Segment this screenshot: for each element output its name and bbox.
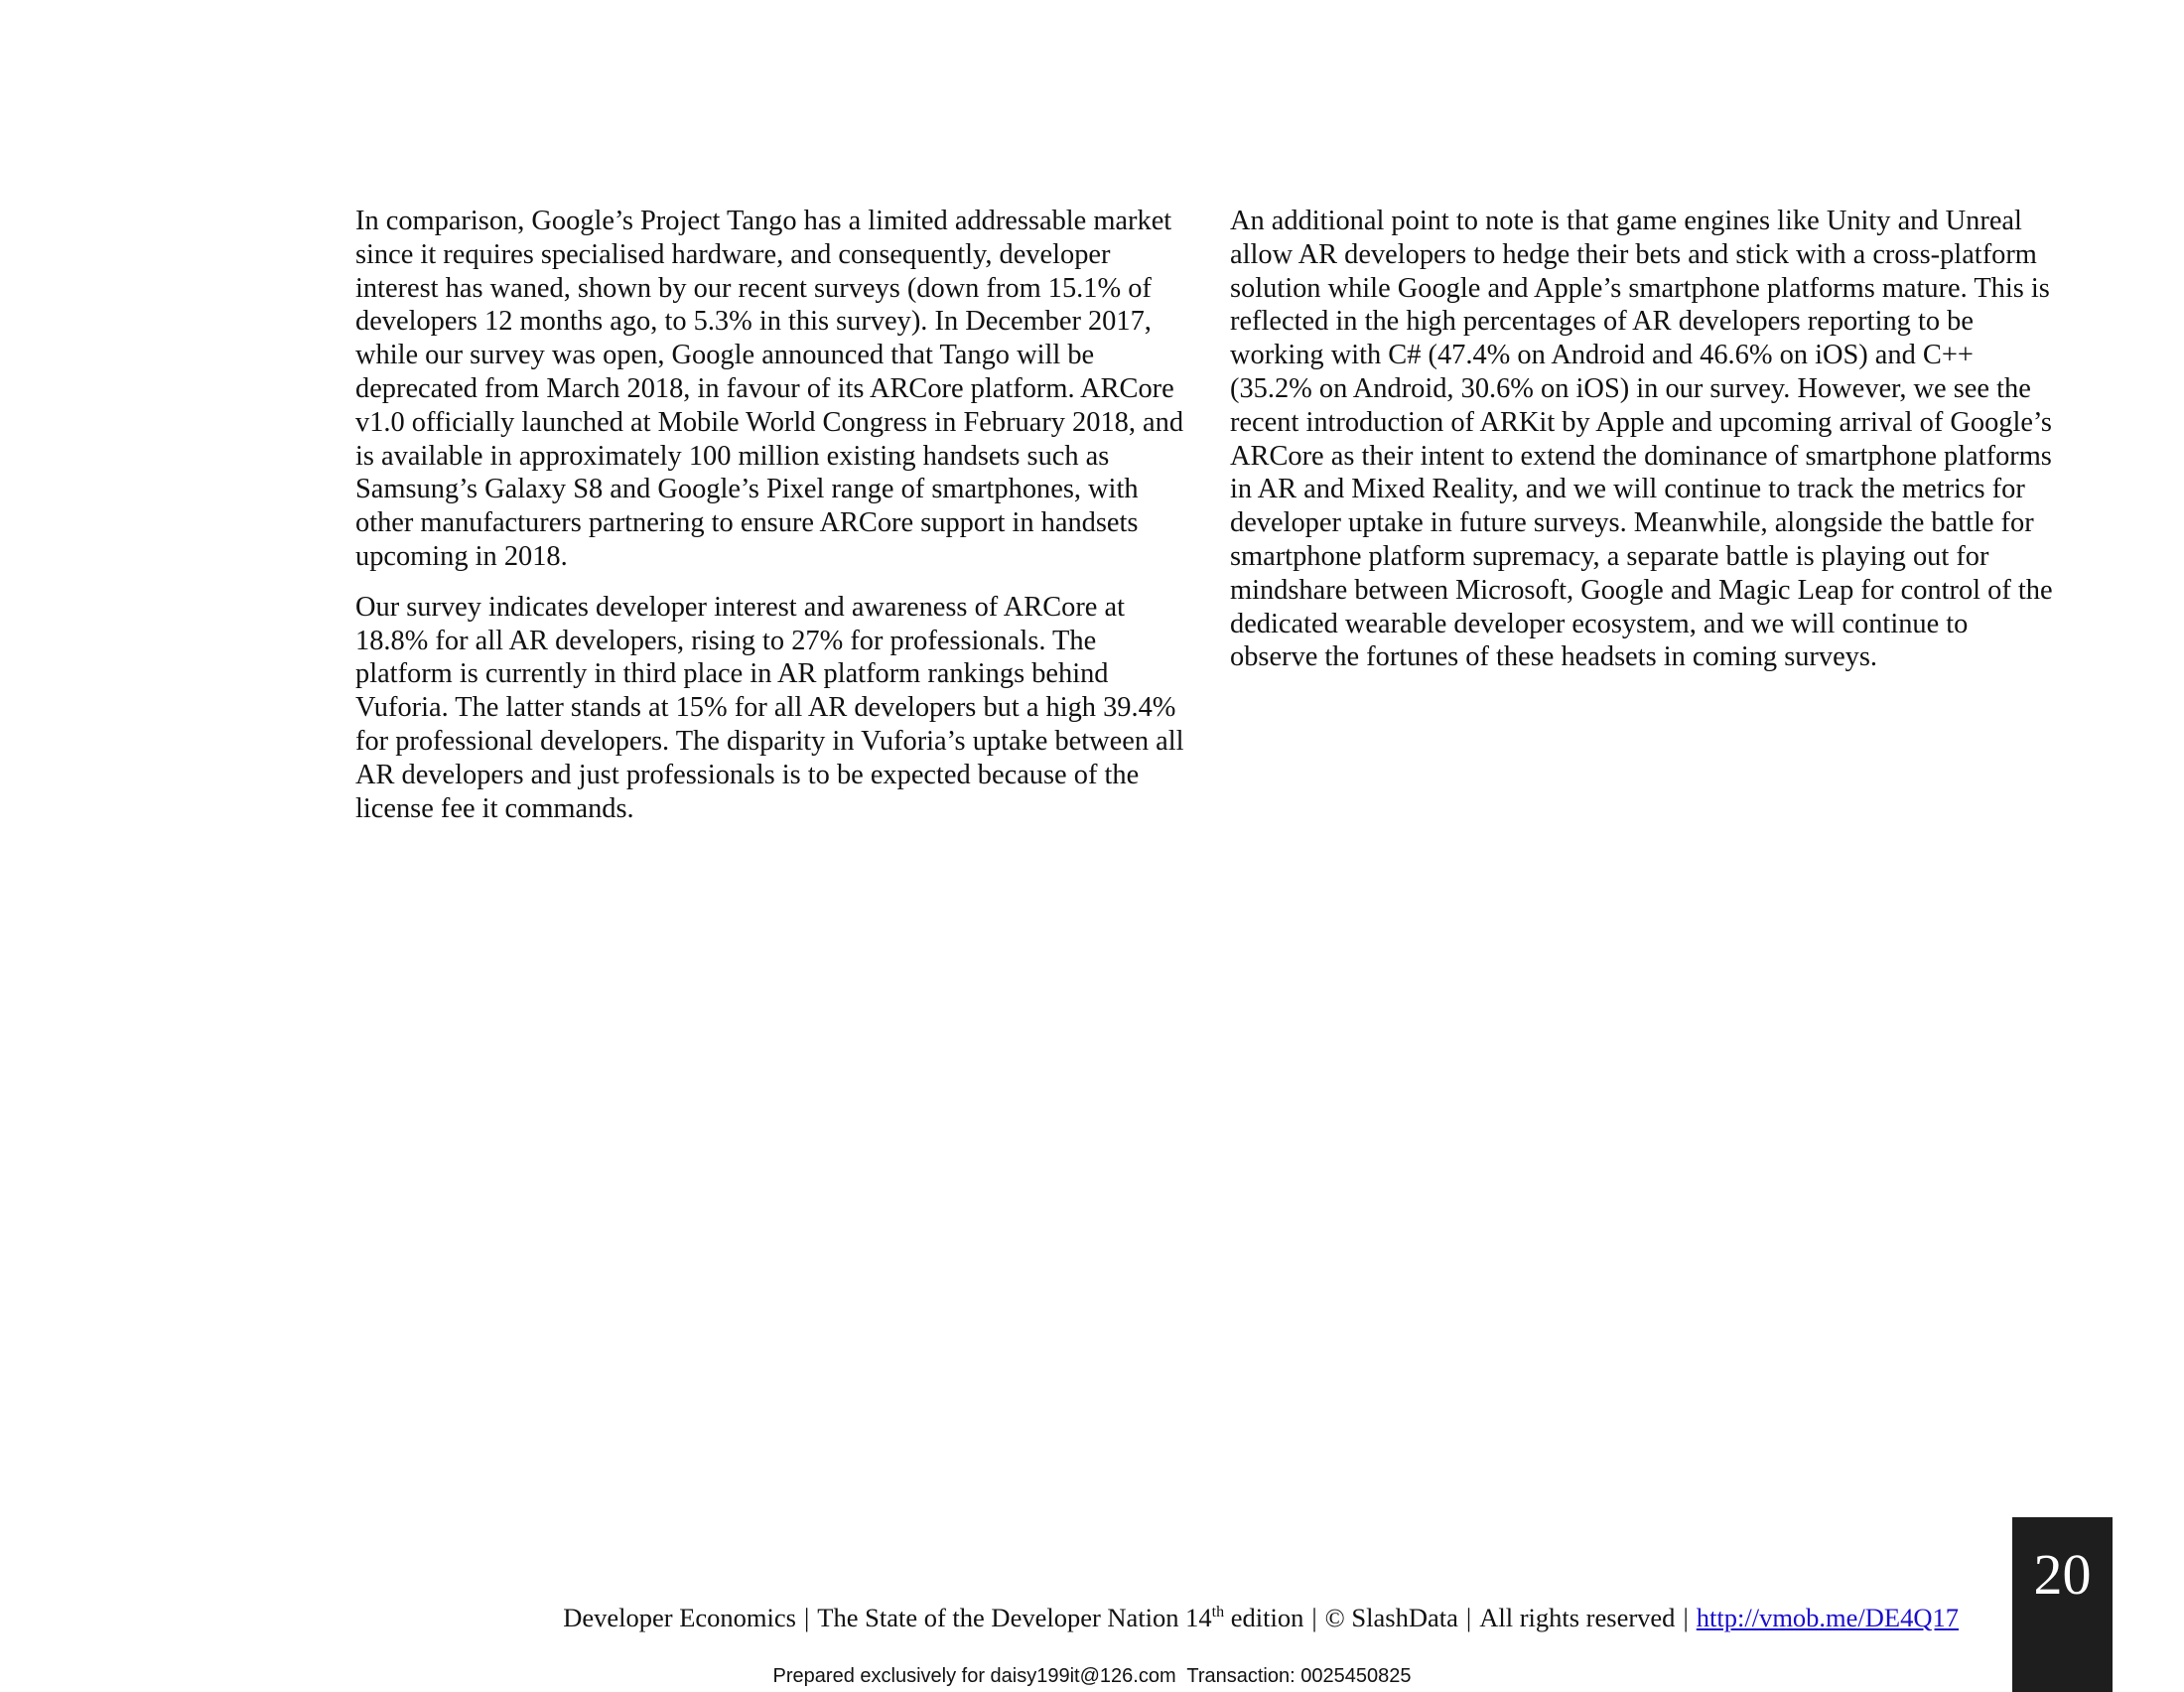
left-text-column (355, 205, 1184, 842)
page-number: 20 (2033, 1542, 2092, 1607)
paragraph-arcore-survey: Our survey indicates developer interest and awareness of ARCore at 18.8% for all AR developers, rising to 27% for professionals. The platform is currently in third place in AR platform rankings behind Vuforia. The latter stands at 15% for all AR developers but a high 39.4% for professional developers. The disparity in Vuforia’s uptake between all AR developers and just professionals is to be expected because of the license fee it commands. (355, 591, 1184, 824)
prepared-for-line: Prepared exclusively for daisy199it@126.com Transaction: 0025450825 (772, 1665, 1412, 1687)
right-text-column (1230, 205, 2059, 691)
footer-copyright: © SlashData (1324, 1603, 1458, 1632)
footer-link[interactable]: http://vmob.me/DE4Q17 (1696, 1603, 1959, 1632)
footer-separator: | (1311, 1603, 1317, 1632)
footer-brand: Developer Economics (563, 1603, 796, 1632)
footer-report-title: The State of the Developer Nation 14th edition (817, 1603, 1304, 1632)
page-footer (0, 1601, 1959, 1634)
footer-separator: | (1683, 1603, 1689, 1632)
footer-separator: | (1465, 1603, 1472, 1632)
footer-rights: All rights reserved (1479, 1603, 1676, 1632)
paragraph-project-tango: In comparison, Google’s Project Tango has a limited addressable market since it requires specialised hardware, and consequently, developer interest has waned, shown by our recent surveys (down from 15.1% of developers 12 months ago, to 5.3% in this survey). In December 2017, while our survey was open, Google announced that Tango will be deprecated from March 2018, in favour of its ARCore platform. ARCore v1.0 officially launched at Mobile World Congress in February 2018, and is available in approximately 100 million existing handsets such as Samsung’s Galaxy S8 and Google’s Pixel range of smartphones, with other manufacturers partnering to ensure ARCore support in handsets upcoming in 2018. (355, 206, 1184, 572)
footer-separator: | (803, 1603, 810, 1632)
paragraph-game-engines: An additional point to note is that game engines like Unity and Unreal allow AR developers to hedge their bets and stick with a cross-platform solution while Google and Apple’s smartphone platforms mature. This is reflected in the high percentages of AR developers reporting to be working with C# (47.4% on Android and 46.6% on iOS) and C++ (35.2% on Android, 30.6% on iOS) in our survey. However, we see the recent introduction of ARKit by Apple and upcoming arrival of Google’s ARCore as their intent to extend the dominance of smartphone platforms in AR and Mixed Reality, and we will continue to track the metrics for developer uptake in future surveys. Meanwhile, alongside the battle for smartphone platform supremacy, a separate battle is playing out for mindshare between Microsoft, Google and Magic Leap for control of the dedicated wearable developer ecosystem, and we will continue to observe the fortunes of these headsets in coming surveys. (1230, 206, 2053, 673)
footer-superscript: th (1211, 1604, 1225, 1621)
